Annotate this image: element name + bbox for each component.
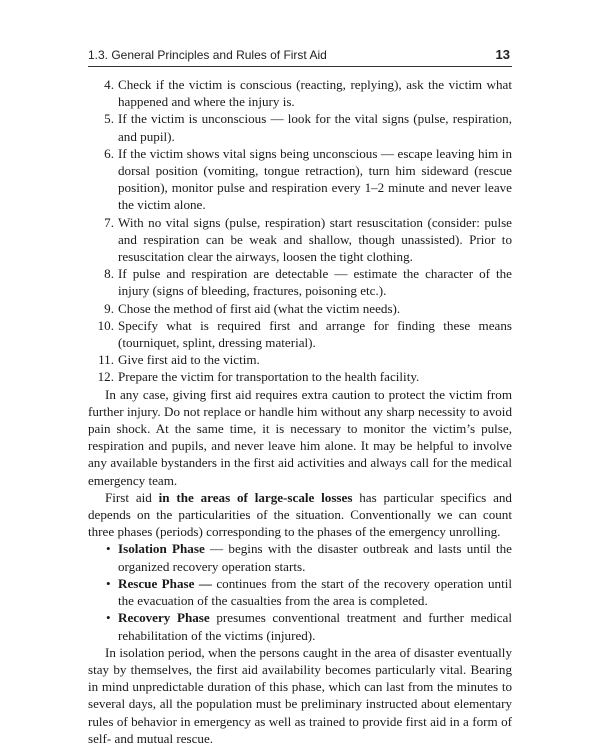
step-number: 9. <box>104 300 114 316</box>
step-item <box>88 214 512 266</box>
step-text: Give first aid to the victim. <box>118 352 260 368</box>
phase-name: Isolation Phase <box>118 541 205 557</box>
bullet-marker: • <box>106 610 111 626</box>
step-text: If the victim is unconscious — look for the vital signs (pulse, respiration, and pupil). <box>118 111 512 144</box>
header-rule <box>88 66 512 67</box>
step-item <box>88 145 512 214</box>
step-text: With no vital signs (pulse, respiration) start resuscitation (consider: pulse and respiration can be weak and shallow, though unassisted). Prior to resuscitation clear the airways, loosen the tight clothing. <box>118 214 512 265</box>
step-item <box>88 368 512 385</box>
step-number: 5. <box>104 111 114 127</box>
para2-emphasis: in the areas of large-scale losses <box>158 489 353 505</box>
step-item <box>88 351 512 368</box>
step-item <box>88 110 512 144</box>
step-text: If pulse and respiration are detectable — estimate the character of the injury (signs of bleeding, fractures, poisoning etc.). <box>118 266 512 299</box>
paragraph-caution: In any case, giving first aid requires extra caution to protect the victim from further injury. Do not replace or handle him without any sharp necessity to avoid pain shock. At the same time, it is necessary to monitor the victim’s pulse, respiration and pupils, and never leave him alone. It may be helpful to involve any available bystanders in the first aid activities and always call for the medical emergency team. <box>88 386 512 488</box>
page-number: 13 <box>495 47 510 62</box>
step-text: Prepare the victim for transportation to the health facility. <box>118 369 420 385</box>
phase-name: Rescue Phase — <box>118 575 212 591</box>
paragraph-large-scale-losses <box>88 489 512 541</box>
step-item <box>88 317 512 351</box>
step-item <box>88 76 512 110</box>
step-text: If the victim shows vital signs being unconscious — escape leaving him in dorsal position (vomiting, tongue retraction), turn him sideward (rescue position), monitor pulse and respiration every 1–2 minute and never leave the victim alone. <box>118 145 512 213</box>
running-header <box>88 44 512 66</box>
paragraph-isolation-period: In isolation period, when the persons caught in the area of disaster eventually stay by themselves, the first aid availability becomes particularly vital. Bearing in mind unpredictable duration of this phase, which can last from the minutes to several days, all the population must be preliminary instructed about elementary rules of behavior in emergency as well as trained to provide first aid in a form of self- and mutual rescue. <box>88 644 512 746</box>
step-number: 6. <box>104 145 114 161</box>
step-number: 4. <box>104 77 114 92</box>
step-item <box>88 300 512 317</box>
page-body <box>88 76 512 747</box>
step-number: 7. <box>104 214 114 230</box>
bullet-marker: • <box>106 541 111 557</box>
step-number: 12. <box>97 369 114 385</box>
phase-text: continues from the start of the recovery operation until the evacuation of the casualties from the area is completed. <box>118 575 512 609</box>
bullet-marker: • <box>106 575 111 591</box>
phase-item <box>88 575 512 609</box>
phase-item <box>88 540 512 574</box>
step-number: 11. <box>98 352 114 368</box>
para2-lead: First aid <box>105 489 159 505</box>
step-number: 10. <box>97 317 114 333</box>
step-text: Specify what is required first and arrange for finding these means (tourniquet, splint, dressing material). <box>118 317 512 351</box>
para2-rest: has particular specifics and depends on the particularities of the situation. Conventionally we can count three phases (periods) corresponding to the phases of the emergency unrolling. <box>88 489 512 540</box>
phase-item <box>88 609 512 643</box>
phase-text: presumes conventional treatment and further medical rehabilitation of the victims (injured). <box>118 610 512 643</box>
step-text: Check if the victim is conscious (reacting, replying), ask the victim what happened and where the injury is. <box>118 77 512 110</box>
header-title: 1.3. General Principles and Rules of First Aid <box>88 48 327 62</box>
step-item <box>88 265 512 299</box>
phase-text: — begins with the disaster outbreak and lasts until the organized recovery operation starts. <box>118 541 512 574</box>
step-number: 8. <box>104 266 114 282</box>
step-text: Chose the method of first aid (what the victim needs). <box>118 300 401 316</box>
phase-name: Recovery Phase <box>118 610 210 626</box>
